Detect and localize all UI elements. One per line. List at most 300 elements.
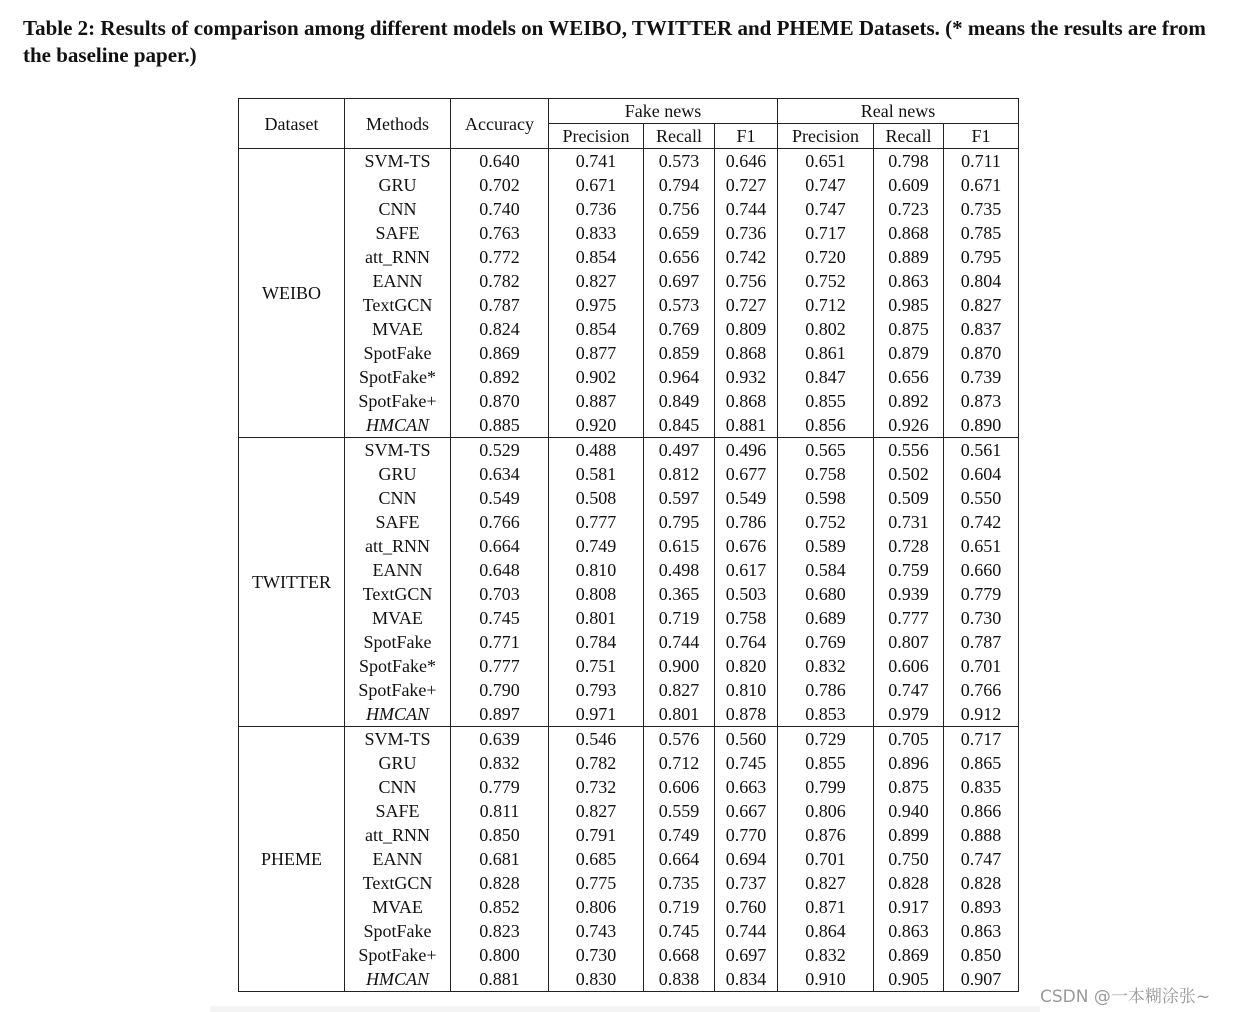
value-cell: 0.837 bbox=[944, 317, 1019, 341]
value-cell: 0.827 bbox=[549, 799, 644, 823]
value-cell: 0.810 bbox=[715, 678, 778, 702]
value-cell: 0.759 bbox=[874, 558, 944, 582]
page-bottom-shade bbox=[210, 1006, 1040, 1012]
value-cell: 0.907 bbox=[944, 967, 1019, 992]
value-cell: 0.744 bbox=[715, 919, 778, 943]
value-cell: 0.827 bbox=[549, 269, 644, 293]
value-cell: 0.794 bbox=[644, 173, 715, 197]
value-cell: 0.892 bbox=[451, 365, 549, 389]
value-cell: 0.719 bbox=[644, 606, 715, 630]
value-cell: 0.838 bbox=[644, 967, 715, 992]
value-cell: 0.717 bbox=[778, 221, 874, 245]
value-cell: 0.804 bbox=[944, 269, 1019, 293]
value-cell: 0.834 bbox=[715, 967, 778, 992]
value-cell: 0.589 bbox=[778, 534, 874, 558]
value-cell: 0.685 bbox=[549, 847, 644, 871]
value-cell: 0.827 bbox=[778, 871, 874, 895]
value-cell: 0.824 bbox=[451, 317, 549, 341]
value-cell: 0.769 bbox=[644, 317, 715, 341]
table-row bbox=[239, 702, 1019, 727]
value-cell: 0.823 bbox=[451, 919, 549, 943]
table-row bbox=[239, 317, 1019, 341]
value-cell: 0.742 bbox=[944, 510, 1019, 534]
value-cell: 0.975 bbox=[549, 293, 644, 317]
value-cell: 0.744 bbox=[644, 630, 715, 654]
value-cell: 0.694 bbox=[715, 847, 778, 871]
value-cell: 0.711 bbox=[944, 149, 1019, 174]
value-cell: 0.529 bbox=[451, 438, 549, 463]
table-row bbox=[239, 389, 1019, 413]
value-cell: 0.832 bbox=[451, 751, 549, 775]
value-cell: 0.735 bbox=[944, 197, 1019, 221]
value-cell: 0.885 bbox=[451, 413, 549, 438]
value-cell: 0.756 bbox=[715, 269, 778, 293]
value-cell: 0.744 bbox=[715, 197, 778, 221]
value-cell: 0.775 bbox=[549, 871, 644, 895]
value-cell: 0.604 bbox=[944, 462, 1019, 486]
value-cell: 0.667 bbox=[715, 799, 778, 823]
value-cell: 0.550 bbox=[944, 486, 1019, 510]
header-dataset: Dataset bbox=[239, 99, 345, 149]
method-cell: MVAE bbox=[345, 895, 451, 919]
value-cell: 0.869 bbox=[451, 341, 549, 365]
method-cell: SAFE bbox=[345, 799, 451, 823]
value-cell: 0.668 bbox=[644, 943, 715, 967]
value-cell: 0.730 bbox=[944, 606, 1019, 630]
value-cell: 0.795 bbox=[944, 245, 1019, 269]
value-cell: 0.705 bbox=[874, 727, 944, 752]
value-cell: 0.743 bbox=[549, 919, 644, 943]
value-cell: 0.864 bbox=[778, 919, 874, 943]
value-cell: 0.581 bbox=[549, 462, 644, 486]
value-cell: 0.795 bbox=[644, 510, 715, 534]
value-cell: 0.756 bbox=[644, 197, 715, 221]
value-cell: 0.801 bbox=[549, 606, 644, 630]
table-row bbox=[239, 775, 1019, 799]
method-cell: att_RNN bbox=[345, 245, 451, 269]
value-cell: 0.736 bbox=[715, 221, 778, 245]
method-cell: SpotFake bbox=[345, 630, 451, 654]
value-cell: 0.828 bbox=[874, 871, 944, 895]
value-cell: 0.799 bbox=[778, 775, 874, 799]
method-cell: MVAE bbox=[345, 317, 451, 341]
header-real-recall: Recall bbox=[874, 124, 944, 149]
value-cell: 0.854 bbox=[549, 317, 644, 341]
method-cell: EANN bbox=[345, 269, 451, 293]
value-cell: 0.890 bbox=[944, 413, 1019, 438]
value-cell: 0.723 bbox=[874, 197, 944, 221]
value-cell: 0.766 bbox=[944, 678, 1019, 702]
method-cell: HMCAN bbox=[345, 413, 451, 438]
header-fake-news: Fake news bbox=[549, 99, 778, 124]
value-cell: 0.889 bbox=[874, 245, 944, 269]
table-row bbox=[239, 341, 1019, 365]
value-cell: 0.739 bbox=[944, 365, 1019, 389]
value-cell: 0.870 bbox=[944, 341, 1019, 365]
value-cell: 0.617 bbox=[715, 558, 778, 582]
value-cell: 0.615 bbox=[644, 534, 715, 558]
value-cell: 0.888 bbox=[944, 823, 1019, 847]
method-cell: CNN bbox=[345, 775, 451, 799]
table-row bbox=[239, 221, 1019, 245]
value-cell: 0.760 bbox=[715, 895, 778, 919]
value-cell: 0.664 bbox=[451, 534, 549, 558]
value-cell: 0.798 bbox=[874, 149, 944, 174]
value-cell: 0.940 bbox=[874, 799, 944, 823]
value-cell: 0.502 bbox=[874, 462, 944, 486]
value-cell: 0.659 bbox=[644, 221, 715, 245]
value-cell: 0.790 bbox=[451, 678, 549, 702]
value-cell: 0.786 bbox=[778, 678, 874, 702]
value-cell: 0.899 bbox=[874, 823, 944, 847]
value-cell: 0.892 bbox=[874, 389, 944, 413]
method-cell: att_RNN bbox=[345, 534, 451, 558]
value-cell: 0.875 bbox=[874, 775, 944, 799]
value-cell: 0.496 bbox=[715, 438, 778, 463]
value-cell: 0.850 bbox=[451, 823, 549, 847]
value-cell: 0.598 bbox=[778, 486, 874, 510]
table-row bbox=[239, 967, 1019, 992]
table-row bbox=[239, 751, 1019, 775]
value-cell: 0.812 bbox=[644, 462, 715, 486]
value-cell: 0.893 bbox=[944, 895, 1019, 919]
table-row bbox=[239, 727, 1019, 752]
table-row bbox=[239, 149, 1019, 174]
value-cell: 0.584 bbox=[778, 558, 874, 582]
value-cell: 0.573 bbox=[644, 149, 715, 174]
header-fake-precision: Precision bbox=[549, 124, 644, 149]
table-caption: Table 2: Results of comparison among different models on WEIBO, TWITTER and PHEME Datasets. (* means the results are from the baseline paper.) bbox=[23, 16, 1206, 67]
value-cell: 0.720 bbox=[778, 245, 874, 269]
table-row bbox=[239, 871, 1019, 895]
value-cell: 0.656 bbox=[644, 245, 715, 269]
value-cell: 0.855 bbox=[778, 389, 874, 413]
value-cell: 0.806 bbox=[778, 799, 874, 823]
table-row bbox=[239, 678, 1019, 702]
dataset-cell: PHEME bbox=[239, 727, 345, 992]
value-cell: 0.847 bbox=[778, 365, 874, 389]
method-cell: HMCAN bbox=[345, 967, 451, 992]
table-row bbox=[239, 413, 1019, 438]
table-row bbox=[239, 462, 1019, 486]
value-cell: 0.779 bbox=[944, 582, 1019, 606]
watermark: CSDN @一本糊涂张~ bbox=[1040, 987, 1211, 1007]
value-cell: 0.752 bbox=[778, 269, 874, 293]
value-cell: 0.561 bbox=[944, 438, 1019, 463]
method-cell: SpotFake+ bbox=[345, 389, 451, 413]
value-cell: 0.861 bbox=[778, 341, 874, 365]
value-cell: 0.802 bbox=[778, 317, 874, 341]
value-cell: 0.777 bbox=[874, 606, 944, 630]
value-cell: 0.985 bbox=[874, 293, 944, 317]
value-cell: 0.503 bbox=[715, 582, 778, 606]
value-cell: 0.785 bbox=[944, 221, 1019, 245]
value-cell: 0.869 bbox=[874, 943, 944, 967]
value-cell: 0.560 bbox=[715, 727, 778, 752]
method-cell: SpotFake+ bbox=[345, 943, 451, 967]
value-cell: 0.845 bbox=[644, 413, 715, 438]
value-cell: 0.727 bbox=[715, 293, 778, 317]
value-cell: 0.827 bbox=[944, 293, 1019, 317]
value-cell: 0.671 bbox=[549, 173, 644, 197]
table-row bbox=[239, 823, 1019, 847]
value-cell: 0.609 bbox=[874, 173, 944, 197]
method-cell: CNN bbox=[345, 486, 451, 510]
value-cell: 0.735 bbox=[644, 871, 715, 895]
value-cell: 0.878 bbox=[715, 702, 778, 727]
table-row bbox=[239, 919, 1019, 943]
value-cell: 0.920 bbox=[549, 413, 644, 438]
value-cell: 0.870 bbox=[451, 389, 549, 413]
value-cell: 0.832 bbox=[778, 654, 874, 678]
value-cell: 0.498 bbox=[644, 558, 715, 582]
value-cell: 0.879 bbox=[874, 341, 944, 365]
value-cell: 0.910 bbox=[778, 967, 874, 992]
value-cell: 0.728 bbox=[874, 534, 944, 558]
value-cell: 0.701 bbox=[944, 654, 1019, 678]
method-cell: SAFE bbox=[345, 221, 451, 245]
table-row bbox=[239, 534, 1019, 558]
value-cell: 0.677 bbox=[715, 462, 778, 486]
value-cell: 0.828 bbox=[944, 871, 1019, 895]
value-cell: 0.873 bbox=[944, 389, 1019, 413]
value-cell: 0.701 bbox=[778, 847, 874, 871]
table-row bbox=[239, 245, 1019, 269]
value-cell: 0.856 bbox=[778, 413, 874, 438]
value-cell: 0.876 bbox=[778, 823, 874, 847]
value-cell: 0.727 bbox=[715, 173, 778, 197]
value-cell: 0.606 bbox=[874, 654, 944, 678]
value-cell: 0.881 bbox=[715, 413, 778, 438]
method-cell: EANN bbox=[345, 847, 451, 871]
value-cell: 0.866 bbox=[944, 799, 1019, 823]
value-cell: 0.660 bbox=[944, 558, 1019, 582]
value-cell: 0.747 bbox=[778, 173, 874, 197]
method-cell: TextGCN bbox=[345, 582, 451, 606]
value-cell: 0.740 bbox=[451, 197, 549, 221]
value-cell: 0.747 bbox=[944, 847, 1019, 871]
value-cell: 0.926 bbox=[874, 413, 944, 438]
value-cell: 0.651 bbox=[778, 149, 874, 174]
value-cell: 0.852 bbox=[451, 895, 549, 919]
value-cell: 0.800 bbox=[451, 943, 549, 967]
value-cell: 0.749 bbox=[549, 534, 644, 558]
value-cell: 0.712 bbox=[778, 293, 874, 317]
value-cell: 0.689 bbox=[778, 606, 874, 630]
value-cell: 0.509 bbox=[874, 486, 944, 510]
value-cell: 0.820 bbox=[715, 654, 778, 678]
value-cell: 0.697 bbox=[644, 269, 715, 293]
method-cell: SpotFake bbox=[345, 341, 451, 365]
method-cell: TextGCN bbox=[345, 293, 451, 317]
value-cell: 0.703 bbox=[451, 582, 549, 606]
value-cell: 0.730 bbox=[549, 943, 644, 967]
value-cell: 0.905 bbox=[874, 967, 944, 992]
method-cell: HMCAN bbox=[345, 702, 451, 727]
method-cell: CNN bbox=[345, 197, 451, 221]
value-cell: 0.833 bbox=[549, 221, 644, 245]
value-cell: 0.827 bbox=[644, 678, 715, 702]
value-cell: 0.896 bbox=[874, 751, 944, 775]
value-cell: 0.912 bbox=[944, 702, 1019, 727]
value-cell: 0.742 bbox=[715, 245, 778, 269]
value-cell: 0.793 bbox=[549, 678, 644, 702]
value-cell: 0.729 bbox=[778, 727, 874, 752]
value-cell: 0.854 bbox=[549, 245, 644, 269]
value-cell: 0.758 bbox=[778, 462, 874, 486]
dataset-cell: TWITTER bbox=[239, 438, 345, 727]
value-cell: 0.747 bbox=[874, 678, 944, 702]
value-cell: 0.979 bbox=[874, 702, 944, 727]
value-cell: 0.576 bbox=[644, 727, 715, 752]
value-cell: 0.777 bbox=[451, 654, 549, 678]
value-cell: 0.849 bbox=[644, 389, 715, 413]
value-cell: 0.868 bbox=[874, 221, 944, 245]
table-body bbox=[239, 149, 1019, 992]
value-cell: 0.559 bbox=[644, 799, 715, 823]
value-cell: 0.712 bbox=[644, 751, 715, 775]
value-cell: 0.863 bbox=[874, 919, 944, 943]
value-cell: 0.546 bbox=[549, 727, 644, 752]
header-real-f1: F1 bbox=[944, 124, 1019, 149]
value-cell: 0.811 bbox=[451, 799, 549, 823]
value-cell: 0.634 bbox=[451, 462, 549, 486]
value-cell: 0.868 bbox=[715, 341, 778, 365]
value-cell: 0.917 bbox=[874, 895, 944, 919]
value-cell: 0.573 bbox=[644, 293, 715, 317]
value-cell: 0.646 bbox=[715, 149, 778, 174]
value-cell: 0.737 bbox=[715, 871, 778, 895]
header-fake-f1: F1 bbox=[715, 124, 778, 149]
value-cell: 0.549 bbox=[451, 486, 549, 510]
value-cell: 0.606 bbox=[644, 775, 715, 799]
value-cell: 0.565 bbox=[778, 438, 874, 463]
value-cell: 0.597 bbox=[644, 486, 715, 510]
value-cell: 0.828 bbox=[451, 871, 549, 895]
value-cell: 0.772 bbox=[451, 245, 549, 269]
table-row bbox=[239, 799, 1019, 823]
value-cell: 0.791 bbox=[549, 823, 644, 847]
value-cell: 0.702 bbox=[451, 173, 549, 197]
value-cell: 0.771 bbox=[451, 630, 549, 654]
value-cell: 0.863 bbox=[944, 919, 1019, 943]
method-cell: SVM-TS bbox=[345, 727, 451, 752]
table-row bbox=[239, 654, 1019, 678]
value-cell: 0.868 bbox=[715, 389, 778, 413]
value-cell: 0.766 bbox=[451, 510, 549, 534]
value-cell: 0.808 bbox=[549, 582, 644, 606]
value-cell: 0.863 bbox=[874, 269, 944, 293]
table-row bbox=[239, 365, 1019, 389]
header-accuracy: Accuracy bbox=[451, 99, 549, 149]
method-cell: SpotFake+ bbox=[345, 678, 451, 702]
value-cell: 0.939 bbox=[874, 582, 944, 606]
table-row bbox=[239, 606, 1019, 630]
value-cell: 0.508 bbox=[549, 486, 644, 510]
method-cell: GRU bbox=[345, 462, 451, 486]
table-row bbox=[239, 510, 1019, 534]
value-cell: 0.736 bbox=[549, 197, 644, 221]
value-cell: 0.488 bbox=[549, 438, 644, 463]
value-cell: 0.810 bbox=[549, 558, 644, 582]
value-cell: 0.750 bbox=[874, 847, 944, 871]
value-cell: 0.719 bbox=[644, 895, 715, 919]
dataset-cell: WEIBO bbox=[239, 149, 345, 438]
table-row bbox=[239, 173, 1019, 197]
method-cell: SpotFake* bbox=[345, 365, 451, 389]
value-cell: 0.887 bbox=[549, 389, 644, 413]
value-cell: 0.680 bbox=[778, 582, 874, 606]
value-cell: 0.801 bbox=[644, 702, 715, 727]
value-cell: 0.745 bbox=[451, 606, 549, 630]
header-methods: Methods bbox=[345, 99, 451, 149]
value-cell: 0.556 bbox=[874, 438, 944, 463]
value-cell: 0.764 bbox=[715, 630, 778, 654]
table-row bbox=[239, 943, 1019, 967]
value-cell: 0.784 bbox=[549, 630, 644, 654]
value-cell: 0.697 bbox=[715, 943, 778, 967]
value-cell: 0.807 bbox=[874, 630, 944, 654]
value-cell: 0.671 bbox=[944, 173, 1019, 197]
value-cell: 0.747 bbox=[778, 197, 874, 221]
table-row bbox=[239, 630, 1019, 654]
method-cell: SVM-TS bbox=[345, 438, 451, 463]
value-cell: 0.787 bbox=[451, 293, 549, 317]
value-cell: 0.745 bbox=[644, 919, 715, 943]
method-cell: SpotFake bbox=[345, 919, 451, 943]
value-cell: 0.871 bbox=[778, 895, 874, 919]
table-row bbox=[239, 558, 1019, 582]
table-row bbox=[239, 293, 1019, 317]
value-cell: 0.832 bbox=[778, 943, 874, 967]
table-row bbox=[239, 197, 1019, 221]
value-cell: 0.897 bbox=[451, 702, 549, 727]
value-cell: 0.732 bbox=[549, 775, 644, 799]
value-cell: 0.809 bbox=[715, 317, 778, 341]
value-cell: 0.850 bbox=[944, 943, 1019, 967]
value-cell: 0.779 bbox=[451, 775, 549, 799]
value-cell: 0.758 bbox=[715, 606, 778, 630]
header-real-news: Real news bbox=[778, 99, 1019, 124]
value-cell: 0.648 bbox=[451, 558, 549, 582]
method-cell: SpotFake* bbox=[345, 654, 451, 678]
value-cell: 0.681 bbox=[451, 847, 549, 871]
value-cell: 0.741 bbox=[549, 149, 644, 174]
value-cell: 0.749 bbox=[644, 823, 715, 847]
value-cell: 0.782 bbox=[549, 751, 644, 775]
table-row bbox=[239, 438, 1019, 463]
table-row bbox=[239, 582, 1019, 606]
value-cell: 0.877 bbox=[549, 341, 644, 365]
value-cell: 0.782 bbox=[451, 269, 549, 293]
value-cell: 0.865 bbox=[944, 751, 1019, 775]
method-cell: GRU bbox=[345, 751, 451, 775]
value-cell: 0.875 bbox=[874, 317, 944, 341]
value-cell: 0.902 bbox=[549, 365, 644, 389]
method-cell: SAFE bbox=[345, 510, 451, 534]
method-cell: EANN bbox=[345, 558, 451, 582]
value-cell: 0.745 bbox=[715, 751, 778, 775]
method-cell: SVM-TS bbox=[345, 149, 451, 174]
value-cell: 0.859 bbox=[644, 341, 715, 365]
value-cell: 0.676 bbox=[715, 534, 778, 558]
table-row bbox=[239, 847, 1019, 871]
value-cell: 0.731 bbox=[874, 510, 944, 534]
value-cell: 0.751 bbox=[549, 654, 644, 678]
value-cell: 0.853 bbox=[778, 702, 874, 727]
value-cell: 0.835 bbox=[944, 775, 1019, 799]
value-cell: 0.640 bbox=[451, 149, 549, 174]
